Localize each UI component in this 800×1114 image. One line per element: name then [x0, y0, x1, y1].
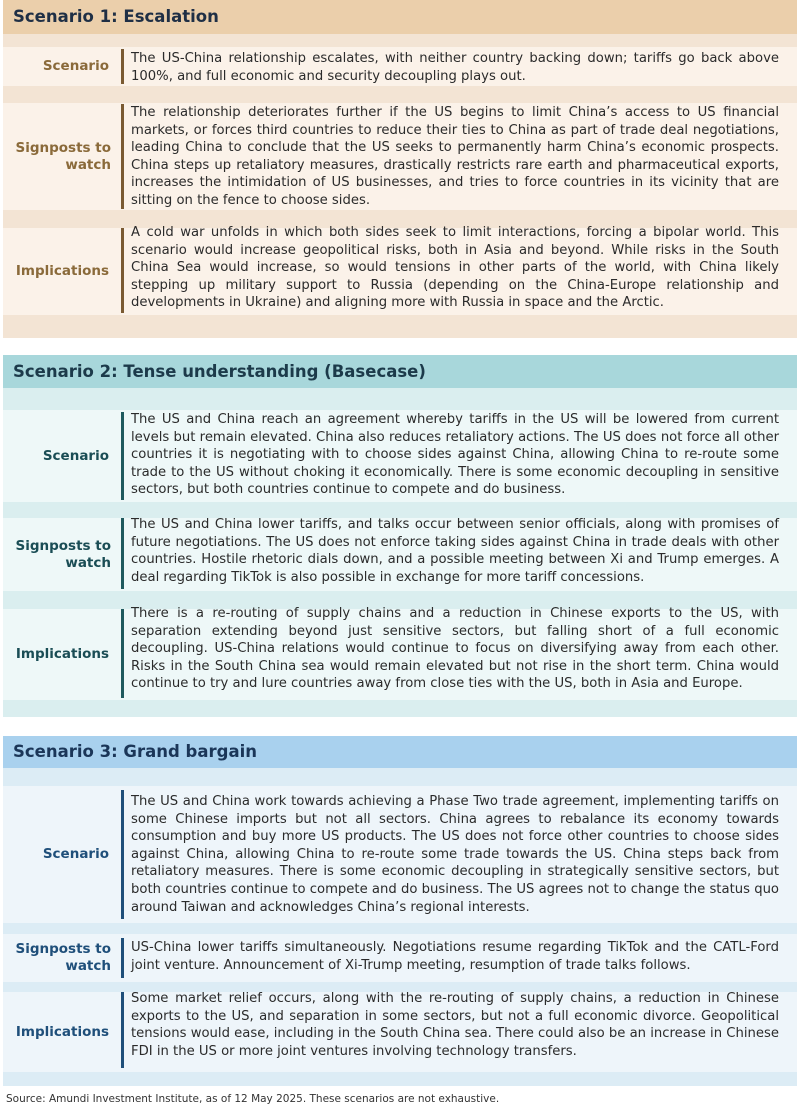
row-label: Scenario	[42, 58, 109, 74]
row-text: The US and China work towards achieving a Phase Two trade agreement, implementing tariffs on some Chinese imports but not all sectors. China agrees to rebalance its economy towards consumption and buy more US products. The US does not force other countries to choose sides against China, allowing China to re-route some trade towards the US. China steps back from retaliatory measures. There is some economic decoupling in strategically sensitive sectors, but both countries continue to compete and do business. The US agrees not to change the status quo around Taiwan and acknowledges China’s regional interests.	[131, 794, 779, 915]
row-label: Signposts to watch	[15, 139, 111, 173]
row-label: Implications	[15, 646, 109, 662]
row-divider	[121, 104, 124, 209]
row-divider	[121, 412, 124, 500]
row-divider	[121, 49, 124, 84]
row-text: The US and China reach an agreement whereby tariffs in the US will be lowered from current levels but remain elevated. China also reduces retaliatory actions. The US does not force all other countries it is negotiating with to choose sides against China, allowing China to re-route some trade to the US without choking it economically. There is some economic decoupling in sensitive sectors, but both countries continue to compete and do business.	[131, 412, 779, 498]
row-label: Implications	[15, 1023, 109, 1040]
row-text: Some market relief occurs, along with the re-routing of supply chains, a reduction in Chinese exports to the US, and separation in some sectors, but not a full economic divorce. Geopolitical tensions would ease, including in the South China sea. There could also be an increase in Chinese FDI in the US or more joint ventures involving technology transfers.	[131, 991, 779, 1059]
scenario-1-title: Scenario 1: Escalation	[3, 0, 797, 34]
scenario-3-row-implications	[3, 992, 797, 1072]
row-divider	[121, 992, 124, 1068]
scenario-3-panel	[3, 736, 797, 1086]
row-label: Implications	[15, 263, 109, 279]
source-note: Source: Amundi Investment Institute, as of 12 May 2025. These scenarios are not exhaustive.	[6, 1093, 500, 1105]
row-label: Signposts to watch	[15, 941, 111, 974]
row-divider	[121, 228, 124, 313]
scenario-3-row-scenario	[3, 786, 797, 923]
row-text: US-China lower tariffs simultaneously. Negotiations resume regarding TikTok and the CATL-Ford joint venture. Announcement of Xi-Trump meeting, resumption of trade talks follows.	[131, 940, 779, 973]
row-divider	[121, 518, 124, 589]
row-divider	[121, 609, 124, 698]
scenario-1-row-signposts	[3, 103, 797, 210]
scenario-2-panel	[3, 355, 797, 717]
scenario-2-title: Scenario 2: Tense understanding (Basecase)	[3, 355, 797, 388]
row-text: A cold war unfolds in which both sides seek to limit interactions, forcing a bipolar world. This scenario would increase geopolitical risks, both in Asia and beyond. While risks in the South China Sea would increase, so would tensions in other parts of the world, with China likely stepping up military support to Russia (depending on the China-Europe relationship and developments in Ukraine) and aligning more with Russia in space and the Arctic.	[131, 225, 779, 311]
scenario-3-row-signposts	[3, 934, 797, 982]
row-divider	[121, 938, 124, 978]
row-label: Signposts to watch	[15, 537, 111, 571]
row-text: There is a re-routing of supply chains and a reduction in Chinese exports to the US, with separation extending beyond just sensitive sectors, but falling short of a full economic decoupling. US-China relations would continue to focus on diversifying away from each other. Risks in the South China sea would remain elevated but not rise in the short term. China would continue to try and lure countries away from close ties with the US, both in Asia and Europe.	[131, 606, 779, 692]
scenario-2-row-signposts	[3, 518, 797, 591]
row-divider	[121, 790, 124, 919]
scenario-2-row-scenario	[3, 410, 797, 502]
row-label: Scenario	[42, 846, 109, 862]
scenario-3-title: Scenario 3: Grand bargain	[3, 736, 797, 768]
scenario-1-row-scenario	[3, 47, 797, 86]
row-label: Scenario	[42, 447, 109, 464]
row-text: The US and China lower tariffs, and talks occur between senior officials, along with promises of future negotiations. The US does not enforce taking sides against China in trade deals with other countries. Hostile rhetoric dials down, and a possible meeting between Xi and Trump emerges. A deal regarding TikTok is also possible in exchange for more tariff concessions.	[131, 517, 779, 585]
scenario-1-row-implications	[3, 225, 797, 315]
scenario-1-panel	[3, 0, 797, 338]
row-text: The relationship deteriorates further if the US begins to limit China’s access to US financial markets, or forces third countries to reduce their ties to China as part of trade deal negotiations, leading China to conclude that the US seeks to permanently harm China’s economic prospects. China steps up retaliatory measures, drastically restricts rare earth and pharmaceutical exports, increases the intimidation of US businesses, and tries to force countries in its vicinity that are sitting on the fence to choose sides.	[131, 105, 779, 208]
row-text: The US-China relationship escalates, with neither country backing down; tariffs go back above 100%, and full economic and security decoupling plays out.	[131, 51, 779, 84]
scenario-2-row-implications	[3, 606, 797, 700]
